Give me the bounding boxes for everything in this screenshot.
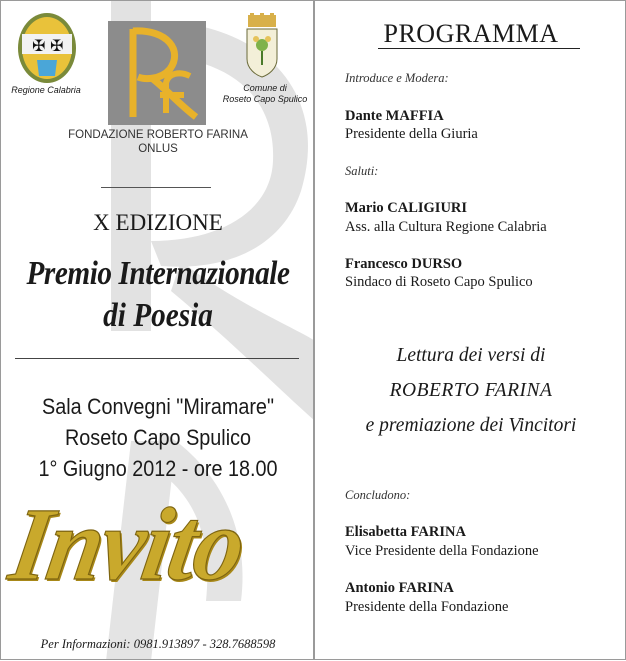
- foundation-name-line2: ONLUS: [138, 143, 178, 155]
- region-caption: Regione Calabria: [11, 85, 81, 95]
- moderator-role: Presidente della Giuria: [345, 126, 478, 142]
- invito-script-title: Invito: [2, 487, 253, 602]
- comune-coat-of-arms-icon: [244, 13, 280, 79]
- edition-heading: X EDIZIONE: [93, 210, 223, 235]
- program-title: PROGRAMMA: [383, 19, 559, 48]
- comune-caption-line2: Roseto Capo Spulico: [222, 94, 308, 104]
- speaker2-name: Francesco DURSO: [345, 256, 463, 272]
- intro-label: Introduce e Modera:: [345, 71, 449, 85]
- moderator-name: Dante MAFFIA: [345, 108, 444, 124]
- prize-title-line2: di Poesia: [103, 297, 213, 334]
- speaker1-role: Ass. alla Cultura Regione Calabria: [345, 219, 547, 235]
- svg-text:✠: ✠: [32, 36, 46, 55]
- venue-name: Sala Convegni "Miramare": [42, 394, 274, 419]
- svg-text:✠: ✠: [50, 36, 64, 55]
- speaker1-name: Mario CALIGIURI: [345, 200, 468, 216]
- reading-line3: e premiazione dei Vincitori: [365, 415, 577, 436]
- greetings-label: Saluti:: [345, 164, 379, 178]
- event-date-time: 1° Giugno 2012 - ore 18.00: [38, 456, 278, 481]
- closer1-name: Elisabetta FARINA: [345, 524, 466, 540]
- program-panel: [314, 0, 626, 660]
- calabria-region-emblem-icon: [17, 12, 77, 84]
- venue-town: Roseto Capo Spulico: [64, 425, 252, 450]
- speaker2-role: Sindaco di Roseto Capo Spulico: [345, 274, 533, 290]
- foundation-name: [1, 128, 314, 156]
- closing-label: Concludono:: [345, 488, 411, 502]
- closer2-name: Antonio FARINA: [345, 580, 454, 596]
- closer1-role: Vice Presidente della Fondazione: [345, 543, 539, 559]
- info-contact-line: Per Informazioni: 0981.913897 - 328.7688598: [40, 637, 276, 651]
- short-divider: [101, 187, 211, 188]
- comune-caption-line1: Comune di: [243, 83, 287, 93]
- program-title-underline: [378, 48, 580, 49]
- reading-line2: ROBERTO FARINA: [389, 380, 553, 401]
- reading-line1: Lettura dei versi di: [396, 345, 546, 366]
- long-divider: [15, 358, 299, 359]
- rf-foundation-logo-icon: [108, 21, 206, 125]
- closer2-role: Presidente della Fondazione: [345, 599, 509, 615]
- prize-title-line1: Premio Internazionale: [26, 255, 290, 292]
- foundation-name-line1: FONDAZIONE ROBERTO FARINA: [68, 129, 248, 141]
- comune-caption: [219, 83, 311, 105]
